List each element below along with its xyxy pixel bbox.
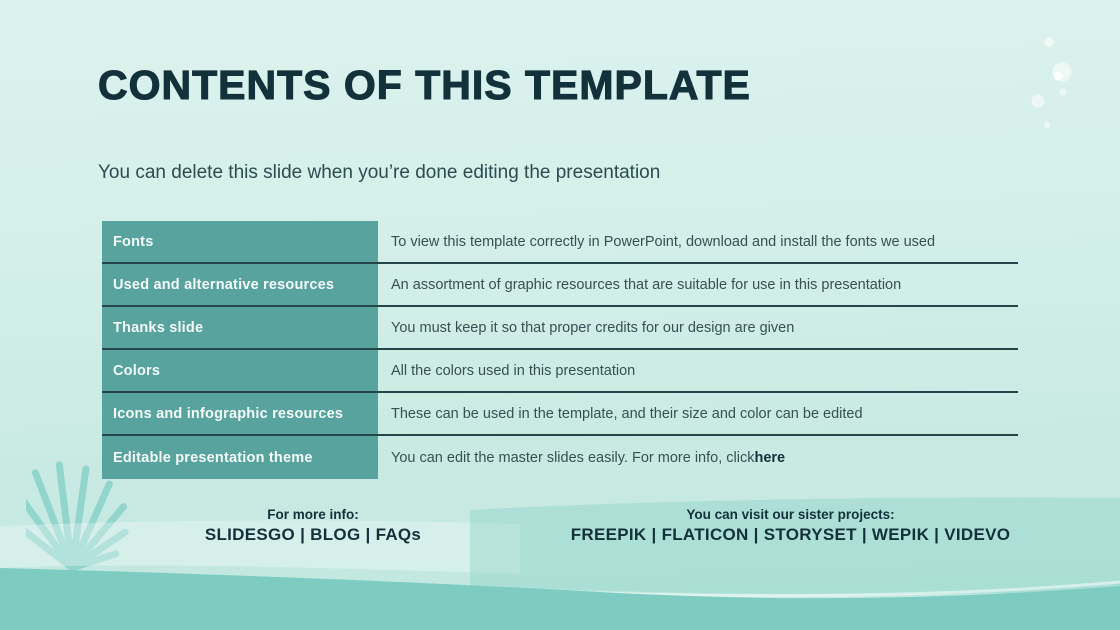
table-row <box>102 350 1018 393</box>
slide-subtitle: You can delete this slide when you’re done editing the presentation <box>98 162 661 183</box>
row-description-text: These can be used in the template, and their size and color can be edited <box>391 405 863 422</box>
row-description-text: To view this template correctly in PowerPoint, download and install the fonts we used <box>391 233 936 250</box>
row-description <box>378 393 1018 434</box>
table-row <box>102 393 1018 436</box>
footer-left-links[interactable]: SLIDESGO | BLOG | FAQs <box>204 525 422 544</box>
row-label-resources: Used and alternative resources <box>102 264 378 305</box>
row-description-text: You can edit the master slides easily. For more info, click <box>391 449 755 466</box>
row-description <box>378 350 1018 391</box>
row-description <box>378 264 1018 305</box>
footer-right-heading: You can visit our sister projects: <box>686 507 895 522</box>
row-label-fonts: Fonts <box>102 221 378 262</box>
table-row <box>102 264 1018 307</box>
table-row <box>102 436 1018 479</box>
bubbles-icon <box>1018 28 1082 136</box>
table-row <box>102 221 1018 264</box>
row-description-text: All the colors used in this presentation <box>391 362 636 379</box>
row-description-text: An assortment of graphic resources that are suitable for use in this presentation <box>391 276 902 293</box>
footer-left-heading: For more info: <box>267 507 359 522</box>
footer-right-links[interactable]: FREEPIK | FLATICON | STORYSET | WEPIK | VIDEVO <box>570 525 1011 544</box>
row-label-editable-theme: Editable presentation theme <box>102 436 378 479</box>
footer-sister-projects <box>568 507 1013 545</box>
row-label-icons: Icons and infographic resources <box>102 393 378 434</box>
row-description <box>378 221 1018 262</box>
row-description <box>378 436 1018 479</box>
row-description-text: You must keep it so that proper credits for our design are given <box>391 319 795 336</box>
table-row <box>102 307 1018 350</box>
page-title: CONTENTS OF THIS TEMPLATE <box>98 62 751 108</box>
footer-more-info <box>173 507 453 545</box>
row-label-colors: Colors <box>102 350 378 391</box>
row-label-thanks-slide: Thanks slide <box>102 307 378 348</box>
row-description <box>378 307 1018 348</box>
contents-table <box>102 221 1018 479</box>
here-link[interactable]: here <box>754 449 786 466</box>
